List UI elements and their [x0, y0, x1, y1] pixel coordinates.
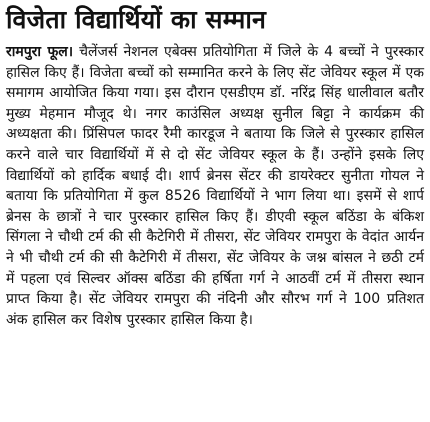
article-headline: विजेता विद्यार्थियों का सम्मान — [6, 5, 267, 34]
article-body-text: चैलेंजर्स नेशनल एबेक्स प्रतियोगिता में जिले के 4 बच्चों ने पुरस्कार हासिल किए हैं। विजेता बच्चों को सम्मानित करने के लिए सेंट जेवियर स्कूल में एक समागम आयोजित किया गया। इस दौरान एसडीएम डॉ. नरिंद्र सिंह धालीवाल बतौर मुख्य मेहमान मौजूद थे। नगर काउंसिल अध्यक्ष सुनील बिट्टा ने कार्यक्रम की अध्यक्षता की। प्रिंसिपल फादर रैमी कारडूज ने बताया कि जिले से पुरस्कार हासिल करने वाले चार विद्यार्थियों में से दो सेंट जेवियर स्कूल के हैं। उन्होंने इसके लिए विद्यार्थियों को हार्दिक बधाई दी। शार्प ब्रेनस सेंटर की डायरेक्टर सुनीता गोयल ने बताया कि प्रतियोगिता में कुल 8526 विद्यार्थियों ने भाग लिया था। इसमें से शार्प ब्रेनस के छात्रों ने चार पुरस्कार हासिल किए हैं। डीएवी स्कूल बठिंडा के बंकिश सिंगला ने चौथी टर्म की सी कैटेगिरी में तीसरा, सेंट जेवियर रामपुरा के वेदांत आर्यन ने भी चौथी टर्म की सी कैटेगिरी में तीसरा, सेंट जेवियर के जश्न बांसल ने छठी टर्म में पहला एवं सिल्वर ऑक्स बठिंडा की हर्षिता गर्ग ने आठवीं टर्म में तीसरा स्थान प्राप्त किया है। सेंट जेवियर रामपुरा की नंदिनी और सौरभ गर्ग ने 100 प्रतिशत अंक हासिल कर विशेष पुरस्कार हासिल किया है। — [6, 44, 424, 328]
article-body — [6, 42, 424, 330]
article-dateline: रामपुरा फूल। — [6, 44, 74, 60]
